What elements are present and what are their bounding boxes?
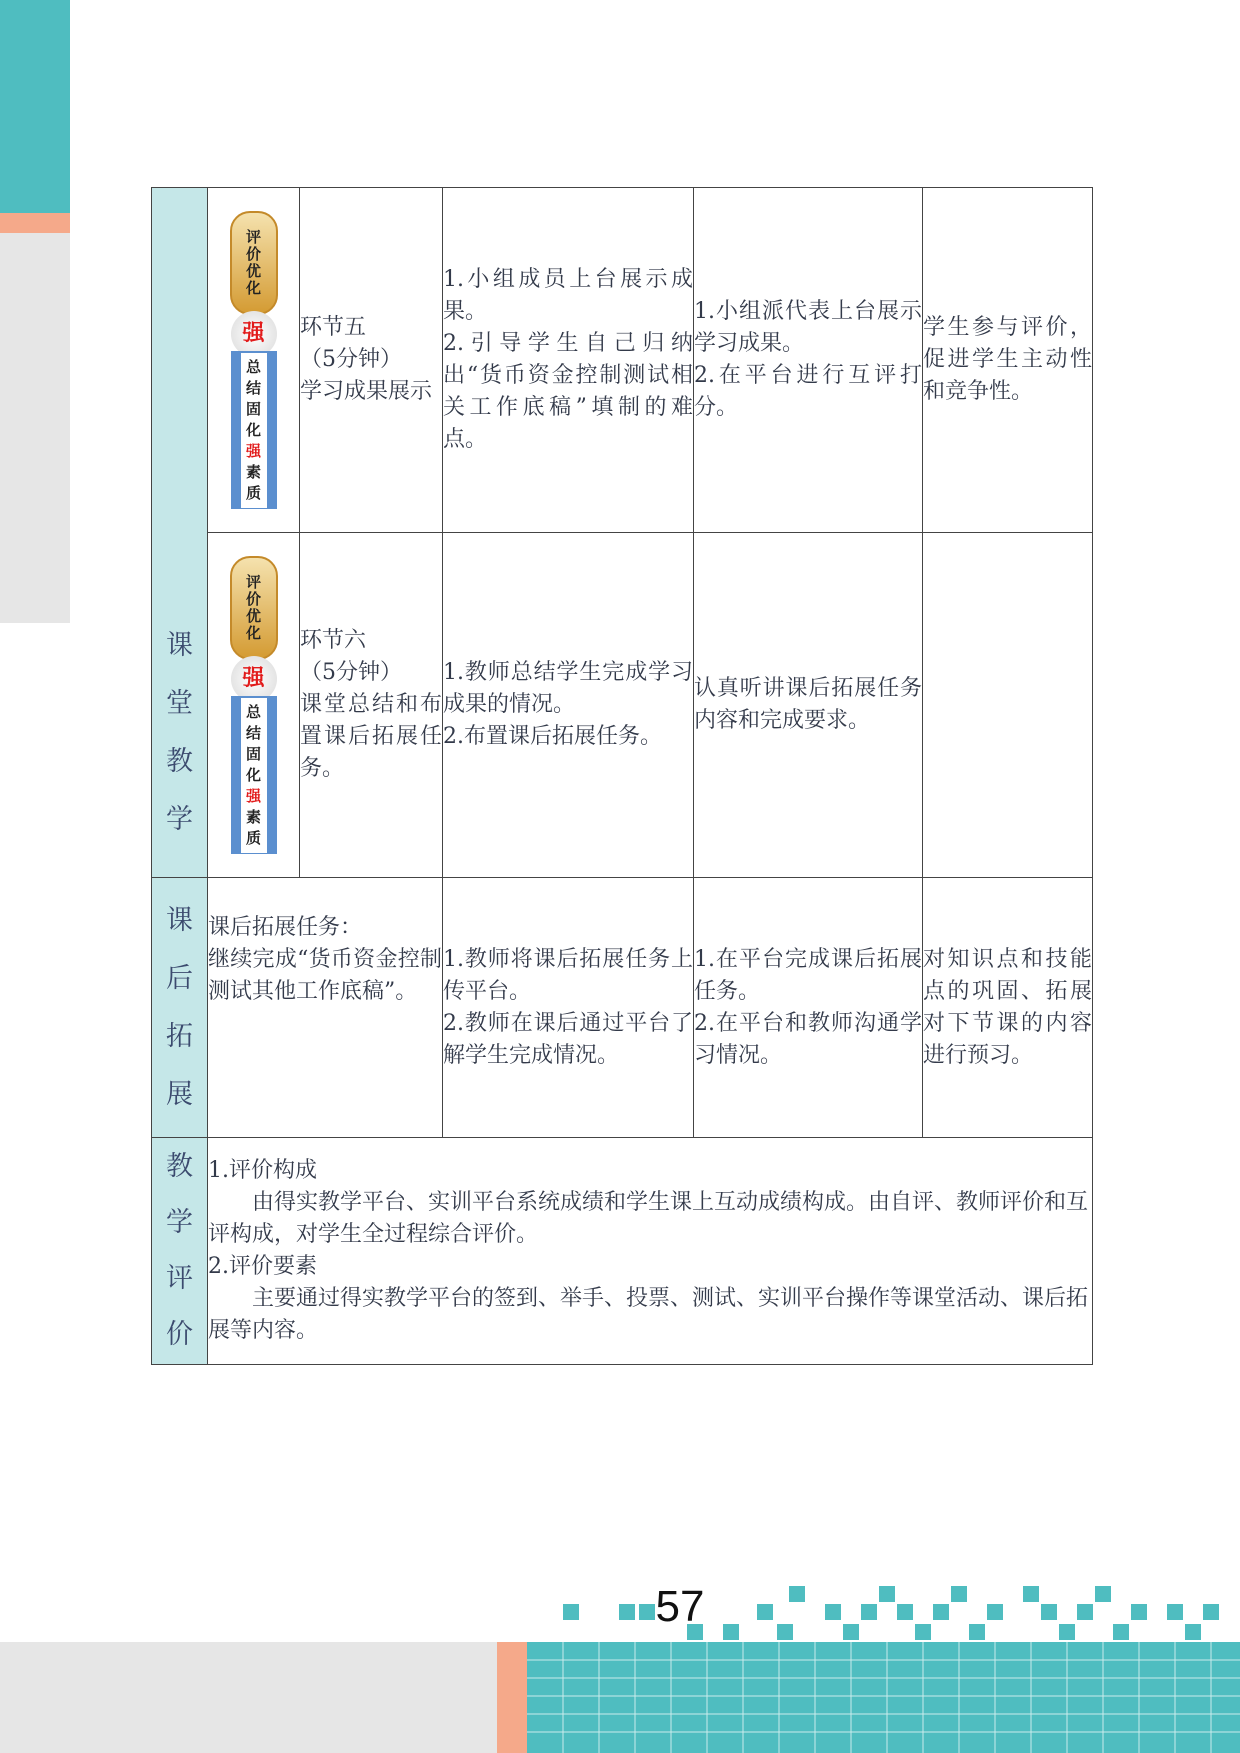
- stage-title: 学习成果展示: [300, 379, 433, 404]
- table-row: [152, 1138, 1093, 1365]
- left-teal-bar: [0, 0, 70, 213]
- bottom-peach-band: [497, 1642, 527, 1753]
- stage-badge-icon: [229, 211, 279, 509]
- stage-name: 环节六: [300, 628, 367, 653]
- student-activity-cell: [694, 878, 923, 1138]
- evaluation-cell: [208, 1138, 1093, 1365]
- stage-title: 课堂总结和布置课后拓展任务。: [300, 692, 442, 781]
- table-row: [152, 188, 1093, 533]
- evaluation-heading-2: 2.评价要素: [208, 1254, 317, 1279]
- table-row: [152, 533, 1093, 878]
- student-activity-item: 认真听讲课后拓展任务内容和完成要求。: [694, 676, 922, 733]
- section-char: 后: [166, 962, 193, 994]
- section-char: 拓: [166, 1020, 193, 1052]
- badge-bottom-label: 总结固化强素质: [241, 353, 267, 508]
- table-row: [152, 878, 1093, 1138]
- student-activity-item: 1.小组派代表上台展示学习成果。: [694, 299, 922, 356]
- left-gray-bar: [0, 233, 70, 623]
- teacher-activity-item: 1.小组成员上台展示成果。: [443, 267, 693, 324]
- teacher-activity-cell: [443, 533, 694, 878]
- stage-duration: （5分钟）: [300, 347, 402, 372]
- bottom-gray-band: [0, 1642, 497, 1753]
- design-intent-text: 对知识点和技能点的巩固、拓展对下节课的内容进行预习。: [923, 946, 1092, 1068]
- section-classroom-teaching: [152, 188, 208, 878]
- stage-duration: （5分钟）: [300, 660, 402, 685]
- student-activity-item: 2.在平台进行互评打分。: [694, 363, 922, 420]
- student-activity-item: 1.在平台完成课后拓展任务。: [694, 946, 922, 1004]
- page-number: 57: [655, 1582, 705, 1631]
- evaluation-paragraph-1: 由得实教学平台、实训平台系统成绩和学生课上互动成绩构成。由自评、教师评价和互评构成，对学生全过程综合评价。: [208, 1190, 1089, 1247]
- section-char: 价: [166, 1319, 193, 1350]
- design-intent-cell: [923, 533, 1093, 878]
- section-char: 教: [166, 1151, 193, 1182]
- student-activity-cell: [694, 533, 923, 878]
- teacher-activity-item: 1.教师总结学生完成学习成果的情况。: [443, 660, 693, 717]
- teacher-activity-item: 2.教师在课后通过平台了解学生完成情况。: [443, 1010, 693, 1068]
- section-char: 展: [166, 1078, 193, 1110]
- pixel-pattern-decoration: [527, 1580, 1240, 1753]
- teacher-activity-cell: [443, 878, 694, 1138]
- teacher-activity-cell: [443, 188, 694, 533]
- after-class-task-cell: [208, 878, 443, 1138]
- teacher-activity-item: 2.引导学生自己归纳出“货币资金控制测试相关工作底稿”填制的难点。: [443, 331, 693, 452]
- design-intent-cell: [923, 188, 1093, 533]
- evaluation-heading-1: 1.评价构成: [208, 1158, 317, 1183]
- stage-cell: [300, 533, 443, 878]
- design-intent-cell: [923, 878, 1093, 1138]
- evaluation-paragraph-2: 主要通过得实教学平台的签到、举手、投票、测试、实训平台操作等课堂活动、课后拓展等内容。: [208, 1286, 1089, 1343]
- student-activity-cell: [694, 188, 923, 533]
- badge-bottom-label: 总结固化强素质: [241, 698, 267, 853]
- stage-name: 环节五: [300, 315, 367, 340]
- stage-badge-icon: [229, 556, 279, 854]
- section-char: 课: [166, 629, 193, 661]
- section-char: 课: [166, 904, 193, 936]
- design-intent-text: 学生参与评价，促进学生主动性和竞争性。: [923, 315, 1092, 404]
- left-peach-bar: [0, 213, 70, 233]
- after-class-task-heading: 课后拓展任务：: [208, 915, 363, 940]
- section-evaluation: [152, 1138, 208, 1365]
- lesson-plan-table: [151, 187, 1093, 1365]
- student-activity-item: 2.在平台和教师沟通学习情况。: [694, 1010, 922, 1068]
- badge-mid-label: 强: [231, 311, 277, 357]
- badge-mid-label: 强: [231, 656, 277, 702]
- teacher-activity-item: 2.布置课后拓展任务。: [443, 724, 662, 749]
- section-char: 教: [166, 745, 193, 777]
- section-after-class: [152, 878, 208, 1138]
- after-class-task-text: 继续完成“货币资金控制测试其他工作底稿”。: [208, 947, 442, 1004]
- badge-top-label: 评价优化: [245, 228, 261, 297]
- badge-cell: [208, 533, 300, 878]
- section-char: 学: [166, 1207, 193, 1238]
- badge-top-label: 评价优化: [245, 573, 261, 642]
- stage-cell: [300, 188, 443, 533]
- section-char: 评: [166, 1263, 193, 1294]
- section-char: 学: [166, 803, 193, 835]
- teacher-activity-item: 1.教师将课后拓展任务上传平台。: [443, 946, 693, 1004]
- section-char: 堂: [166, 687, 193, 719]
- badge-cell: [208, 188, 300, 533]
